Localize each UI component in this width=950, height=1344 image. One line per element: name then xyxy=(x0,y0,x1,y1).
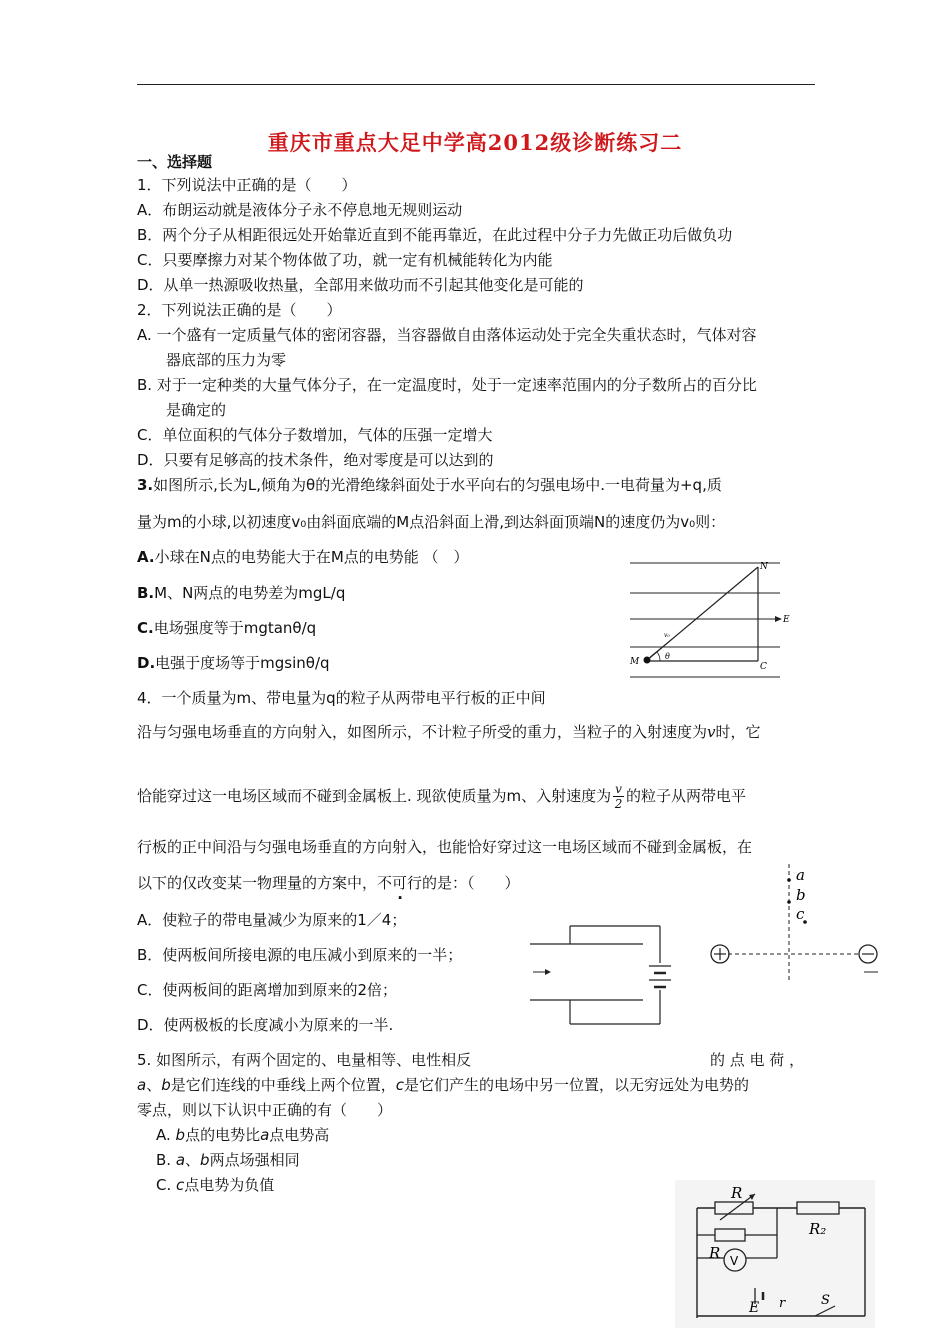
page-title: 重庆市重点大足中学高2012级诊断练习二 xyxy=(267,130,683,155)
section-heading: 一、选择题 xyxy=(137,153,213,171)
ball-icon xyxy=(644,657,651,664)
q1-option-c: C．只要摩擦力对某个物体做了功，就一定有机械能转化为内能 xyxy=(137,251,553,269)
label-v0: v₀ xyxy=(664,632,670,639)
header-rule xyxy=(137,84,815,85)
incline-field-figure xyxy=(620,555,795,685)
q2-stem: 2．下列说法正确的是（ ） xyxy=(137,301,342,319)
label-b: b xyxy=(796,886,806,904)
q1-option-b: B．两个分子从相距很远处开始靠近直到不能再靠近，在此过程中分子力先做正功后做负功 xyxy=(137,226,733,244)
q2-option-b-line1: B. 对于一定种类的大量气体分子，在一定温度时，处于一定速率范围内的分子数所占的百分比 xyxy=(137,376,757,394)
q5-option-b: B. a、b两点场强相同 xyxy=(156,1151,300,1169)
q4-option-d: D．使两极板的长度减小为原来的一半. xyxy=(137,1016,394,1034)
emphasis-not-feasible: 不可行 xyxy=(377,874,423,892)
q3-option-b: B.M、N两点的电势差为mgL/q xyxy=(137,584,346,602)
label-e: E xyxy=(783,615,790,625)
q2-option-b-line2: 是确定的 xyxy=(166,401,227,419)
arrow-right-icon xyxy=(545,969,551,975)
q2-option-d: D．只要有足够高的技术条件，绝对零度是可以达到的 xyxy=(137,451,494,469)
label-theta: θ xyxy=(665,652,670,661)
q2-option-a-line1: A. 一个盛有一定质量气体的密闭容器，当容器做自由落体运动处于完全失重状态时，气体对容 xyxy=(137,326,757,344)
q4-option-a: A．使粒子的带电量减少为原来的1／4； xyxy=(137,911,407,929)
svg-text:R: R xyxy=(709,1244,721,1262)
svg-text:V: V xyxy=(730,1254,739,1268)
q5-stem-line2: a、b是它们连线的中垂线上两个位置，c是它们产生的电场中另一位置，以无穷远处为电势的 xyxy=(137,1076,750,1094)
q3-option-c: C.电场强度等于mgtanθ/q xyxy=(137,619,317,637)
rheostat-icon xyxy=(715,1202,753,1214)
point-charges-figure xyxy=(700,862,890,982)
q3-stem-line1: 3.如图所示,长为L,倾角为θ的光滑绝缘斜面处于水平向右的匀强电场中.一电荷量为+q,质 xyxy=(137,476,722,494)
q1-stem: 1．下列说法中正确的是（ ） xyxy=(137,176,357,194)
label-n: N xyxy=(760,562,768,572)
svg-text:r: r xyxy=(779,1296,786,1311)
q4-stem-line4: 行板的正中间沿与匀强电场垂直的方向射入，也能恰好穿过这一电场区域而不碰到金属板，在 xyxy=(137,838,753,856)
q4-option-b: B．使两板间所接电源的电压减小到原来的一半； xyxy=(137,946,463,964)
q4-stem-line5: 以下的仅改变某一物理量的方案中，不可行的是：（ ） xyxy=(137,874,520,892)
q4-stem-line3: 恰能穿过这一电场区域而不碰到金属板上. 现欲使质量为m、入射速度为 $\frac{v}{2}$ 的粒子从两带电平 xyxy=(137,782,746,811)
svg-text:S: S xyxy=(821,1293,830,1308)
label-a: a xyxy=(796,866,805,884)
svg-text:R₂: R₂ xyxy=(809,1220,827,1238)
q1-option-a: A．布朗运动就是液体分子永不停息地无规则运动 xyxy=(137,201,463,219)
q5-option-a: A. b点的电势比a点电势高 xyxy=(156,1126,330,1144)
resistor-r1-icon xyxy=(715,1229,745,1241)
svg-text:E: E xyxy=(749,1300,760,1316)
q3-option-a: A.小球在N点的电势能大于在M点的电势能 （ ） xyxy=(137,548,469,566)
label-c: C xyxy=(760,662,767,672)
q5-stem-line1-right: 的 点 电 荷 ， xyxy=(710,1051,805,1069)
q4-option-c: C．使两板间的距离增加到原来的2倍； xyxy=(137,981,398,999)
q4-stem-line2: 沿与匀强电场垂直的方向射入，如图所示，不计粒子所受的重力，当粒子的入射速度为v时，它 xyxy=(137,723,761,741)
q5-stem-line3: 零点，则以下认识中正确的有（ ） xyxy=(137,1101,393,1119)
q5-option-c: C. c点电势为负值 xyxy=(156,1176,275,1194)
svg-text:R: R xyxy=(731,1184,743,1202)
label-c: c xyxy=(796,905,805,923)
parallel-plates-figure xyxy=(525,918,675,1030)
q3-option-d: D.电强于度场等于mgsinθ/q xyxy=(137,654,330,672)
q2-option-a-line2: 器底部的压力为零 xyxy=(166,351,287,369)
q1-option-d: D．从单一热源吸收热量，全部用来做功而不引起其他变化是可能的 xyxy=(137,276,584,294)
q2-option-c: C．单位面积的气体分子数增加，气体的压强一定增大 xyxy=(137,426,493,444)
q5-stem-line1: 5. 如图所示，有两个固定的、电量相等、电性相反 xyxy=(137,1051,472,1069)
circuit-figure xyxy=(675,1180,875,1328)
q4-stem-line1: 4．一个质量为m、带电量为q的粒子从两带电平行板的正中间 xyxy=(137,689,546,707)
label-m: M xyxy=(630,657,640,667)
resistor-r2-icon xyxy=(797,1202,839,1214)
q3-stem-line2: 量为m的小球,以初速度v₀由斜面底端的M点沿斜面上滑,到达斜面顶端N的速度仍为v₀则： xyxy=(137,513,726,531)
fraction-v-over-2: $\frac{v}{2}$ xyxy=(614,782,623,811)
